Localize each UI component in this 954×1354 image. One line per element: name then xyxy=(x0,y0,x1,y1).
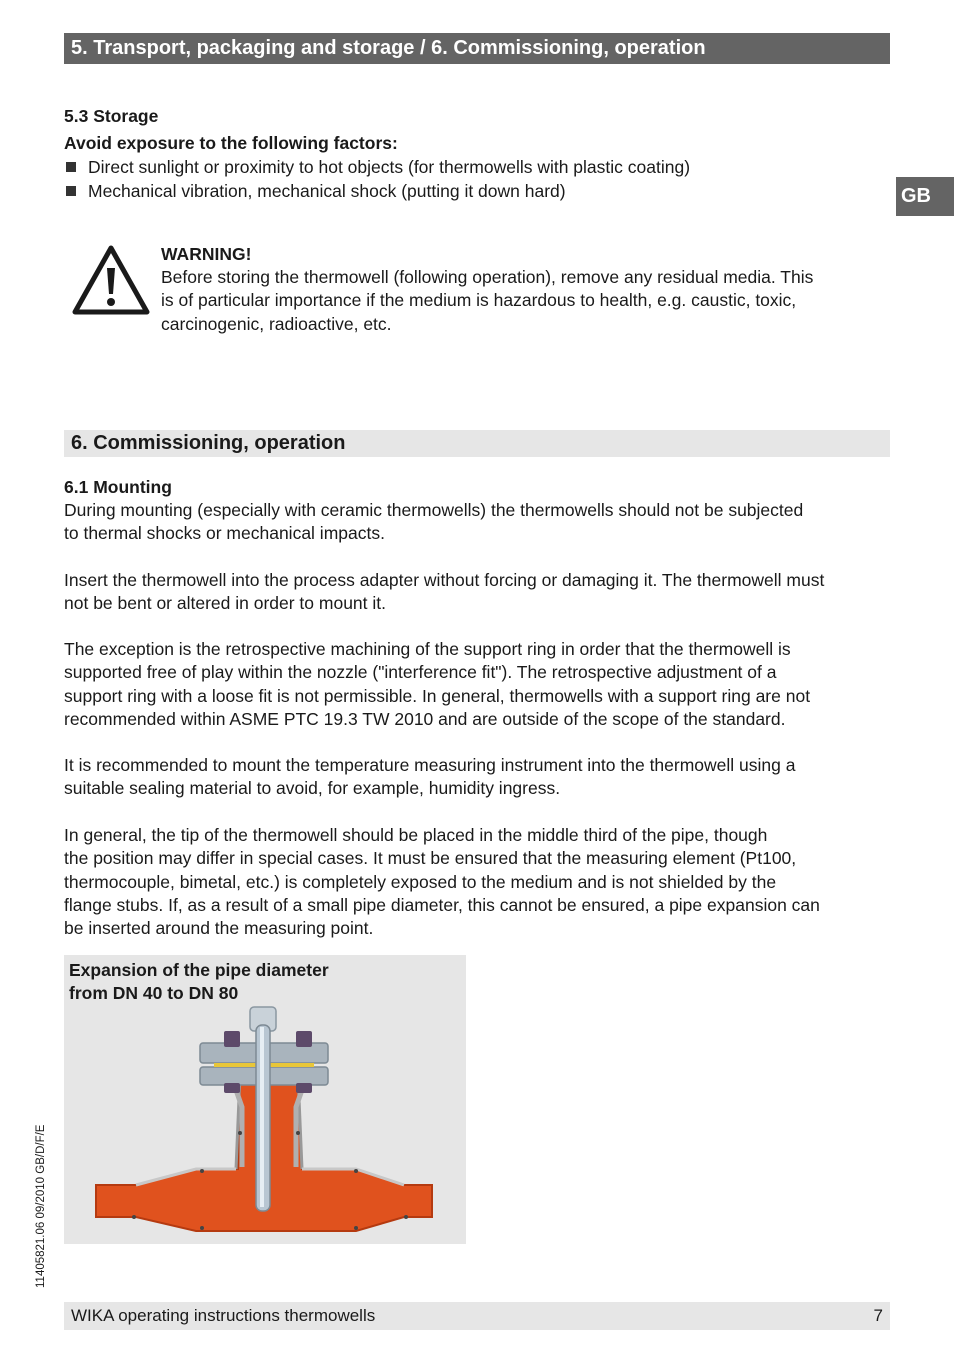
document-code: 11405821.06 09/2010 GB/D/F/E xyxy=(35,1124,47,1288)
page-number: 7 xyxy=(873,1306,883,1325)
bullet-square-icon xyxy=(66,162,76,172)
storage-bullet xyxy=(64,179,566,203)
paragraph: It is recommended to mount the temperature measuring instrument into the thermowell using a suitable sealing material to avoid, for example, humidity ingress. xyxy=(64,755,796,799)
storage-bullet xyxy=(64,155,690,179)
language-tab: GB xyxy=(896,177,954,216)
figure-caption: Expansion of the pipe diameter from DN 40 to DN 80 xyxy=(69,960,329,1003)
warning-text: Before storing the thermowell (following operation), remove any residual media. This is of particular importance if the medium is hazardous to health, e.g. caustic, toxic, carcinogenic, radioactive, etc. xyxy=(161,267,814,334)
mounting-heading: 6.1 Mounting xyxy=(64,477,172,497)
paragraph: In general, the tip of the thermowell should be placed in the middle third of the pipe, though the position may differ in special cases. It must be ensured that the measuring element (Pt100, thermocouple, bimetal, etc.) is completely exposed to the medium and is not shielded by the flange stubs. If, as a result of a small pipe diameter, this cannot be ensured, a pipe expansion can be inserted around the measuring point. xyxy=(64,825,820,939)
pipe-expansion-figure xyxy=(64,955,466,1244)
thermowell-pipe-illustration xyxy=(64,955,466,1244)
storage-heading: 5.3 Storage xyxy=(64,106,159,126)
paragraph: The exception is the retrospective machining of the support ring in order that the thermowell is supported free of play within the nozzle ("interference fit"). The retrospective adjustment of a support ring with a loose fit is not permissible. In general, thermowells with a support ring are not recommended within ASME PTC 19.3 TW 2010 and are outside of the scope of the standard. xyxy=(64,639,811,729)
warning-triangle-icon xyxy=(71,244,151,316)
bullet-text: Direct sunlight or proximity to hot objects (for thermowells with plastic coating) xyxy=(88,157,691,177)
paragraph: Insert the thermowell into the process adapter without forcing or damaging it. The thermowell must not be bent or altered in order to mount it. xyxy=(64,570,825,614)
storage-intro: Avoid exposure to the following factors: xyxy=(64,133,398,153)
bullet-text: Mechanical vibration, mechanical shock (putting it down hard) xyxy=(88,181,566,201)
warning-title: WARNING! xyxy=(161,244,252,264)
footer-title: WIKA operating instructions thermowells xyxy=(71,1306,376,1325)
bullet-square-icon xyxy=(66,186,76,196)
footer xyxy=(64,1302,890,1330)
section-heading: 6. Commissioning, operation xyxy=(64,430,890,457)
chapter-header: 5. Transport, packaging and storage / 6. Commissioning, operation xyxy=(64,33,890,64)
paragraph: During mounting (especially with ceramic thermowells) the thermowells should not be subjected to thermal shocks or mechanical impacts. xyxy=(64,500,804,544)
